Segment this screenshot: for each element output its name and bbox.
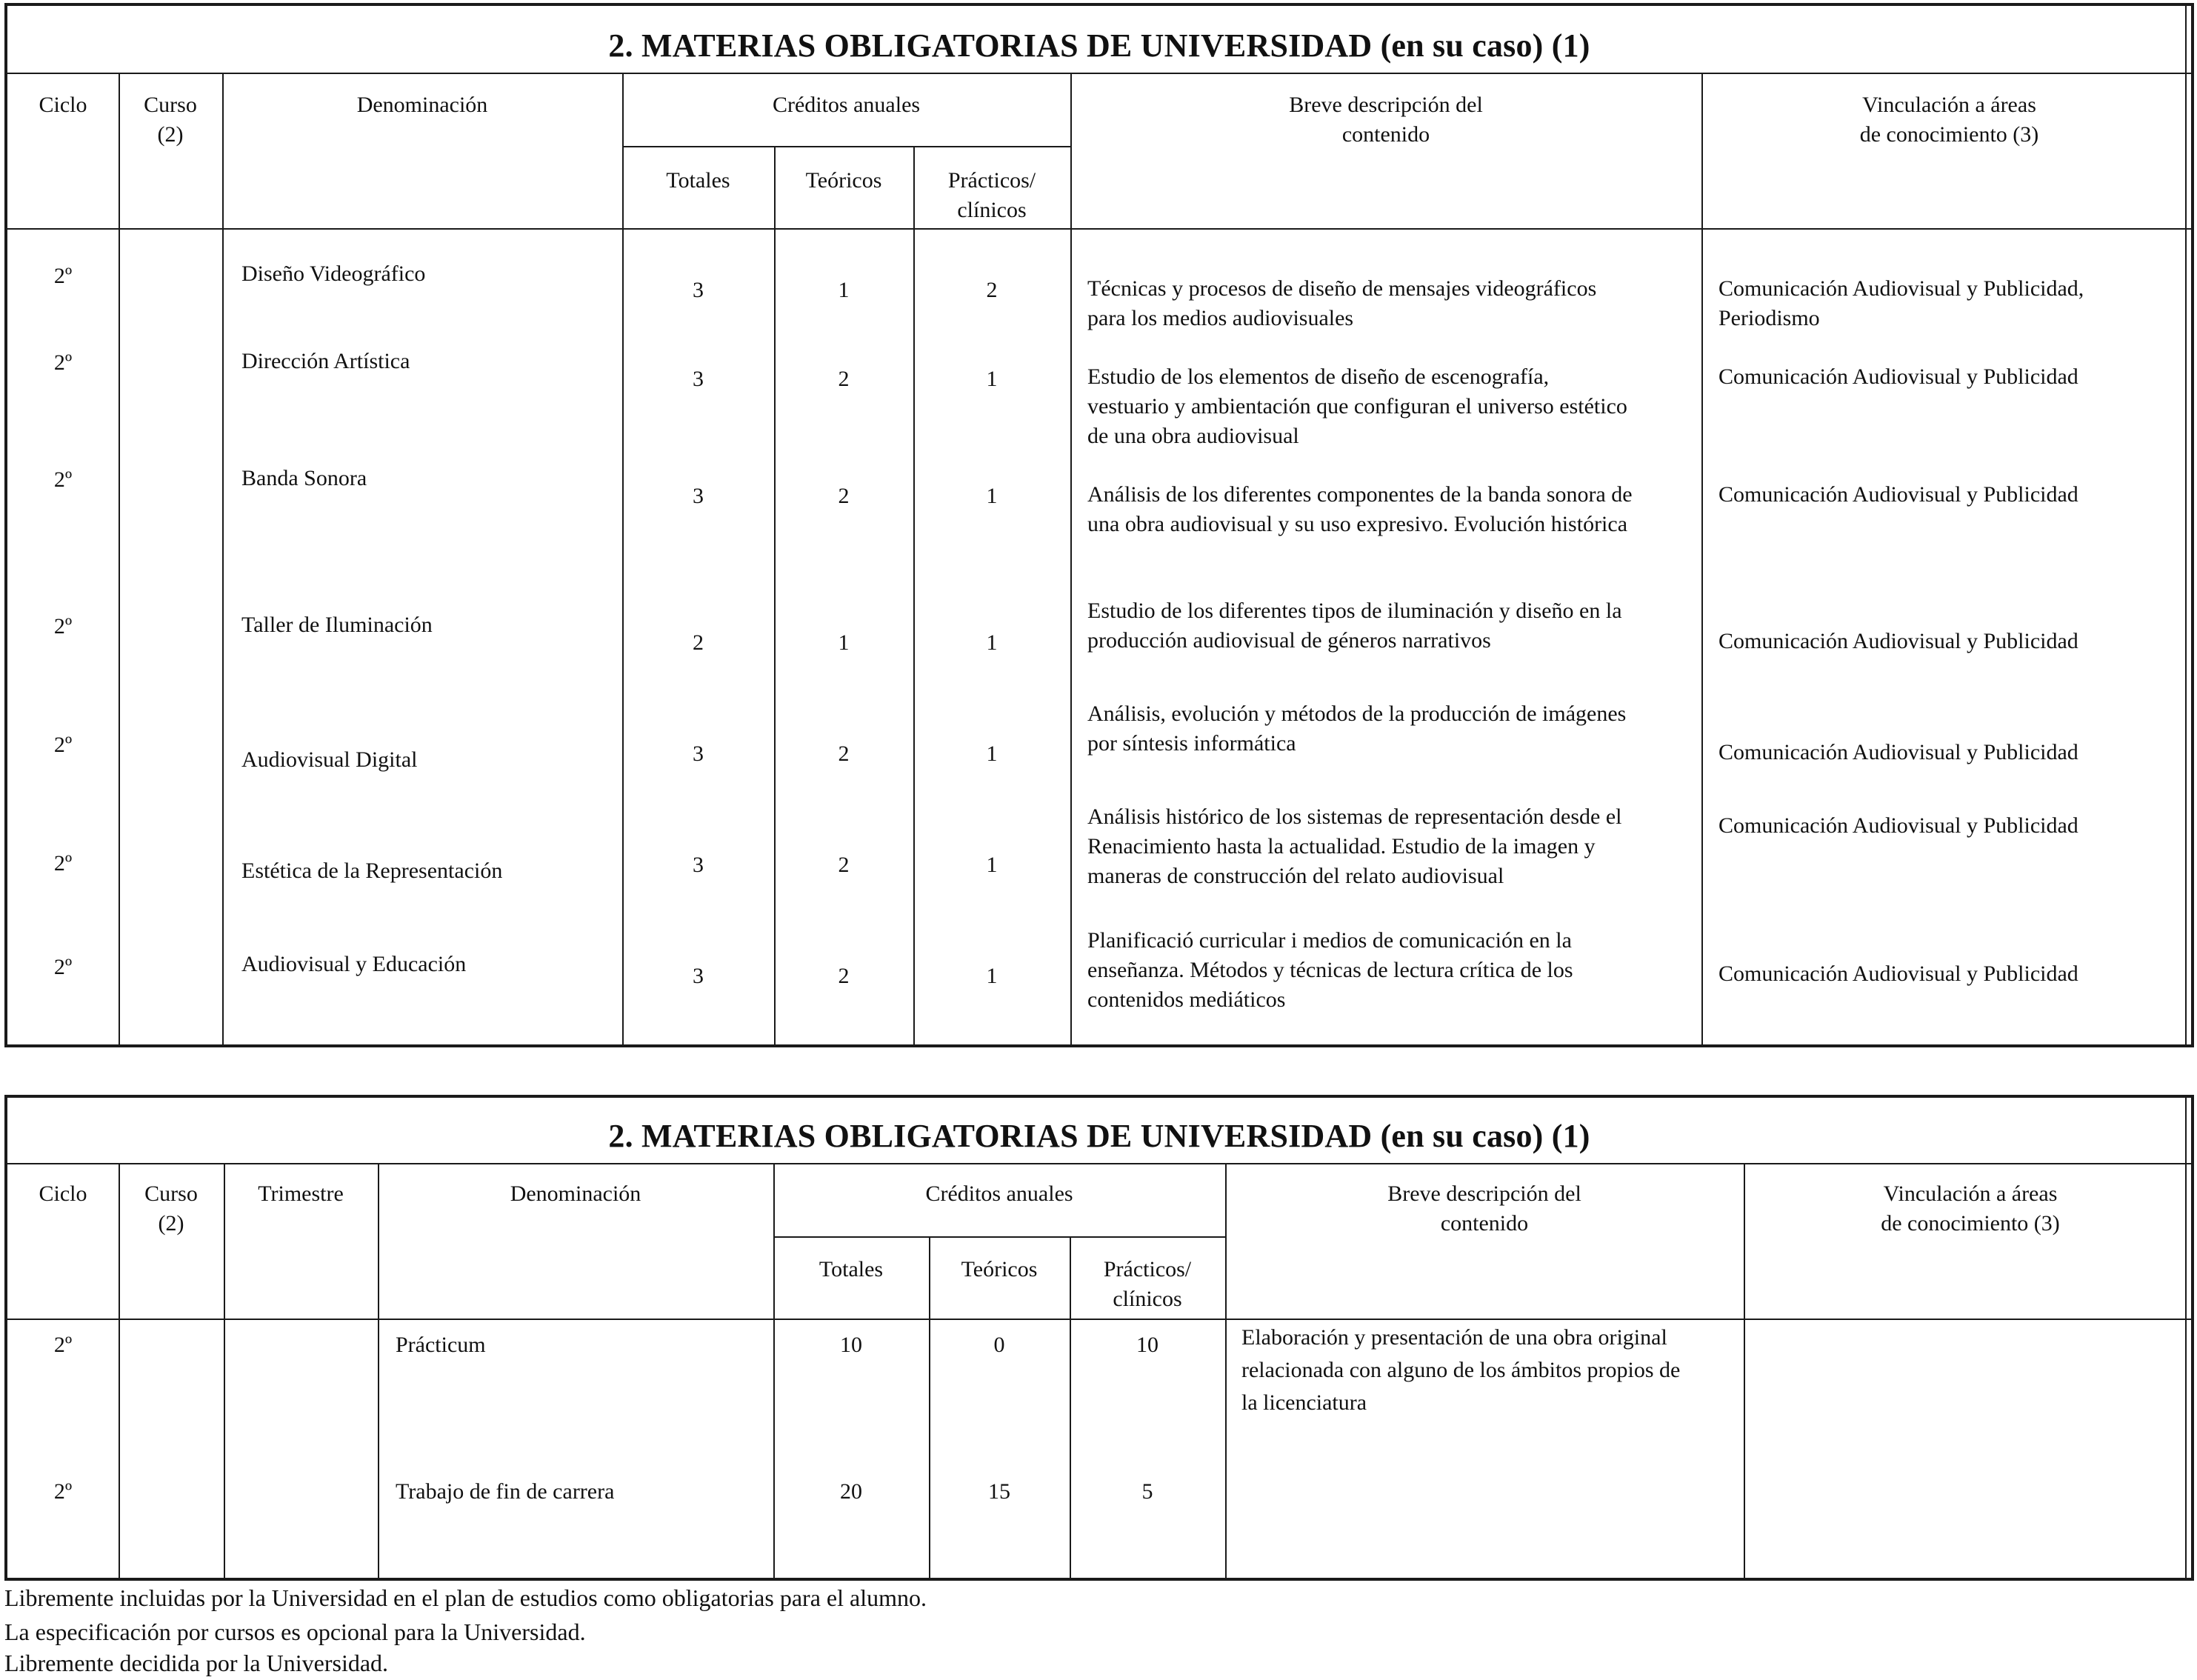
creditos-divider — [622, 146, 1070, 147]
header-creditos: Créditos anuales — [925, 1181, 1073, 1206]
header-teoricos: Teóricos — [961, 1257, 1038, 1281]
cell-ciclo: 2º — [53, 350, 73, 375]
cell-practicos: 5 — [1141, 1479, 1153, 1504]
cell-vinculacion: Comunicación Audiovisual y Publicidad — [1718, 813, 2078, 838]
cell-teoricos: 2 — [838, 367, 850, 391]
cell-vinculacion: Comunicación Audiovisual y Publicidad — [1718, 961, 2078, 986]
cell-practicos: 1 — [986, 630, 998, 655]
header-denominacion: Denominación — [510, 1181, 641, 1206]
cell-teoricos: 15 — [988, 1479, 1010, 1504]
cell-teoricos: 2 — [838, 964, 850, 988]
cell-totales: 3 — [693, 484, 704, 508]
cell-totales: 2 — [693, 630, 704, 655]
header-practicos: Prácticos/ clínicos — [1103, 1257, 1192, 1311]
title-divider — [7, 73, 2191, 74]
cell-totales: 3 — [693, 367, 704, 391]
cell-denominacion: Prácticum — [396, 1333, 486, 1357]
col-divider — [378, 1163, 379, 1578]
table-title: 2. MATERIAS OBLIGATORIAS DE UNIVERSIDAD (en su caso) (1) — [608, 27, 1590, 64]
table-1 — [4, 3, 2194, 1047]
cell-totales: 3 — [693, 278, 704, 302]
cell-descripcion: Análisis de los diferentes componentes de la banda sonora de una obra audiovisual y su uso expresivo. Evolución histórica — [1087, 482, 1633, 536]
cell-practicos: 1 — [986, 964, 998, 988]
cell-vinculacion: Comunicación Audiovisual y Publicidad, Periodismo — [1718, 276, 2084, 330]
col-divider — [222, 73, 224, 1044]
header-teoricos: Teóricos — [805, 168, 882, 193]
cell-ciclo: 2º — [53, 467, 73, 492]
cell-vinculacion: Comunicación Audiovisual y Publicidad — [1718, 482, 2078, 507]
cell-denominacion: Taller de Iluminación — [241, 613, 433, 637]
cell-totales: 3 — [693, 853, 704, 877]
header-ciclo: Ciclo — [39, 93, 87, 117]
cell-ciclo: 2º — [53, 1479, 73, 1504]
cell-ciclo: 2º — [53, 955, 73, 979]
cell-teoricos: 1 — [838, 630, 850, 655]
cell-totales: 20 — [840, 1479, 862, 1504]
header-curso: Curso (2) — [144, 93, 197, 147]
col-divider — [119, 73, 120, 1044]
cell-teoricos: 2 — [838, 484, 850, 508]
cell-vinculacion: Comunicación Audiovisual y Publicidad — [1718, 629, 2078, 653]
creditos-divider — [773, 1236, 1225, 1238]
cell-practicos: 1 — [986, 484, 998, 508]
title-divider — [7, 1163, 2191, 1164]
cell-practicos: 1 — [986, 367, 998, 391]
cell-denominacion: Dirección Artística — [241, 349, 410, 373]
cell-vinculacion: Comunicación Audiovisual y Publicidad — [1718, 364, 2078, 389]
cell-teoricos: 0 — [993, 1333, 1005, 1357]
cell-denominacion: Estética de la Representación — [241, 859, 503, 883]
cell-practicos: 2 — [986, 278, 998, 302]
footnote: Libremente decidida por la Universidad. — [4, 1650, 389, 1676]
header-descripcion: Breve descripción del contenido — [1387, 1181, 1581, 1236]
cell-vinculacion: Comunicación Audiovisual y Publicidad — [1718, 740, 2078, 764]
header-divider — [7, 1319, 2191, 1320]
col-divider — [929, 1236, 930, 1578]
cell-ciclo: 2º — [53, 614, 73, 639]
cell-teoricos: 2 — [838, 741, 850, 766]
cell-teoricos: 2 — [838, 853, 850, 877]
header-descripcion: Breve descripción del contenido — [1289, 93, 1483, 147]
header-totales: Totales — [819, 1257, 884, 1281]
col-divider — [224, 1163, 225, 1578]
cell-descripcion: Estudio de los diferentes tipos de iluminación y diseño en la producción audiovisual de géneros narrativos — [1087, 599, 1622, 653]
col-divider — [773, 1163, 775, 1578]
col-divider — [622, 73, 624, 1044]
header-vinculacion: Vinculación a áreas de conocimiento (3) — [1881, 1181, 2060, 1236]
cell-denominacion: Trabajo de fin de carrera — [396, 1479, 615, 1504]
header-trimestre: Trimestre — [258, 1181, 344, 1206]
footnote: Libremente incluidas por la Universidad en el plan de estudios como obligatorias para el alumno. — [4, 1584, 927, 1611]
cell-practicos: 1 — [986, 741, 998, 766]
cell-totales: 10 — [840, 1333, 862, 1357]
cell-practicos: 1 — [986, 853, 998, 877]
header-ciclo: Ciclo — [39, 1181, 87, 1206]
footnote: La especificación por cursos es opcional para la Universidad. — [4, 1619, 586, 1645]
cell-ciclo: 2º — [53, 733, 73, 757]
cell-descripcion: Análisis, evolución y métodos de la producción de imágenes por síntesis informática — [1087, 701, 1627, 756]
cell-descripcion: Planificació curricular i medios de comunicación en la enseñanza. Métodos y técnicas de lectura crítica de los contenidos mediáticos — [1087, 928, 1573, 1012]
header-divider — [7, 228, 2191, 230]
cell-descripcion: Elaboración y presentación de una obra original relacionada con alguno de los ámbitos propios de la licenciatura — [1241, 1325, 1681, 1415]
cell-denominacion: Audiovisual Digital — [241, 747, 418, 772]
cell-denominacion: Banda Sonora — [241, 466, 367, 490]
header-curso: Curso (2) — [144, 1181, 198, 1236]
cell-totales: 3 — [693, 741, 704, 766]
cell-practicos: 10 — [1136, 1333, 1158, 1357]
cell-totales: 3 — [693, 964, 704, 988]
header-practicos: Prácticos/ clínicos — [947, 168, 1036, 222]
cell-descripcion: Técnicas y procesos de diseño de mensajes videográficos para los medios audiovisuales — [1087, 276, 1597, 330]
col-divider — [1070, 73, 1072, 1044]
col-divider — [1701, 73, 1703, 1044]
header-vinculacion: Vinculación a áreas de conocimiento (3) — [1859, 93, 2039, 147]
table-2 — [4, 1095, 2194, 1581]
cell-teoricos: 1 — [838, 278, 850, 302]
cell-ciclo: 2º — [53, 851, 73, 876]
cell-denominacion: Diseño Videográfico — [241, 261, 426, 286]
cell-descripcion: Análisis histórico de los sistemas de representación desde el Renacimiento hasta la actualidad. Estudio de la imagen y maneras de construcción del relato audiovisual — [1087, 804, 1622, 888]
header-denominacion: Denominación — [356, 93, 488, 117]
cell-denominacion: Audiovisual y Educación — [241, 952, 467, 976]
cell-ciclo: 2º — [53, 264, 73, 288]
header-creditos: Créditos anuales — [772, 93, 921, 117]
table-title: 2. MATERIAS OBLIGATORIAS DE UNIVERSIDAD (en su caso) (1) — [608, 1118, 1590, 1154]
cell-descripcion: Estudio de los elementos de diseño de escenografía, vestuario y ambientación que configuran el universo estético de una obra audiovisual — [1087, 364, 1627, 448]
cell-ciclo: 2º — [53, 1333, 73, 1357]
header-totales: Totales — [666, 168, 730, 193]
